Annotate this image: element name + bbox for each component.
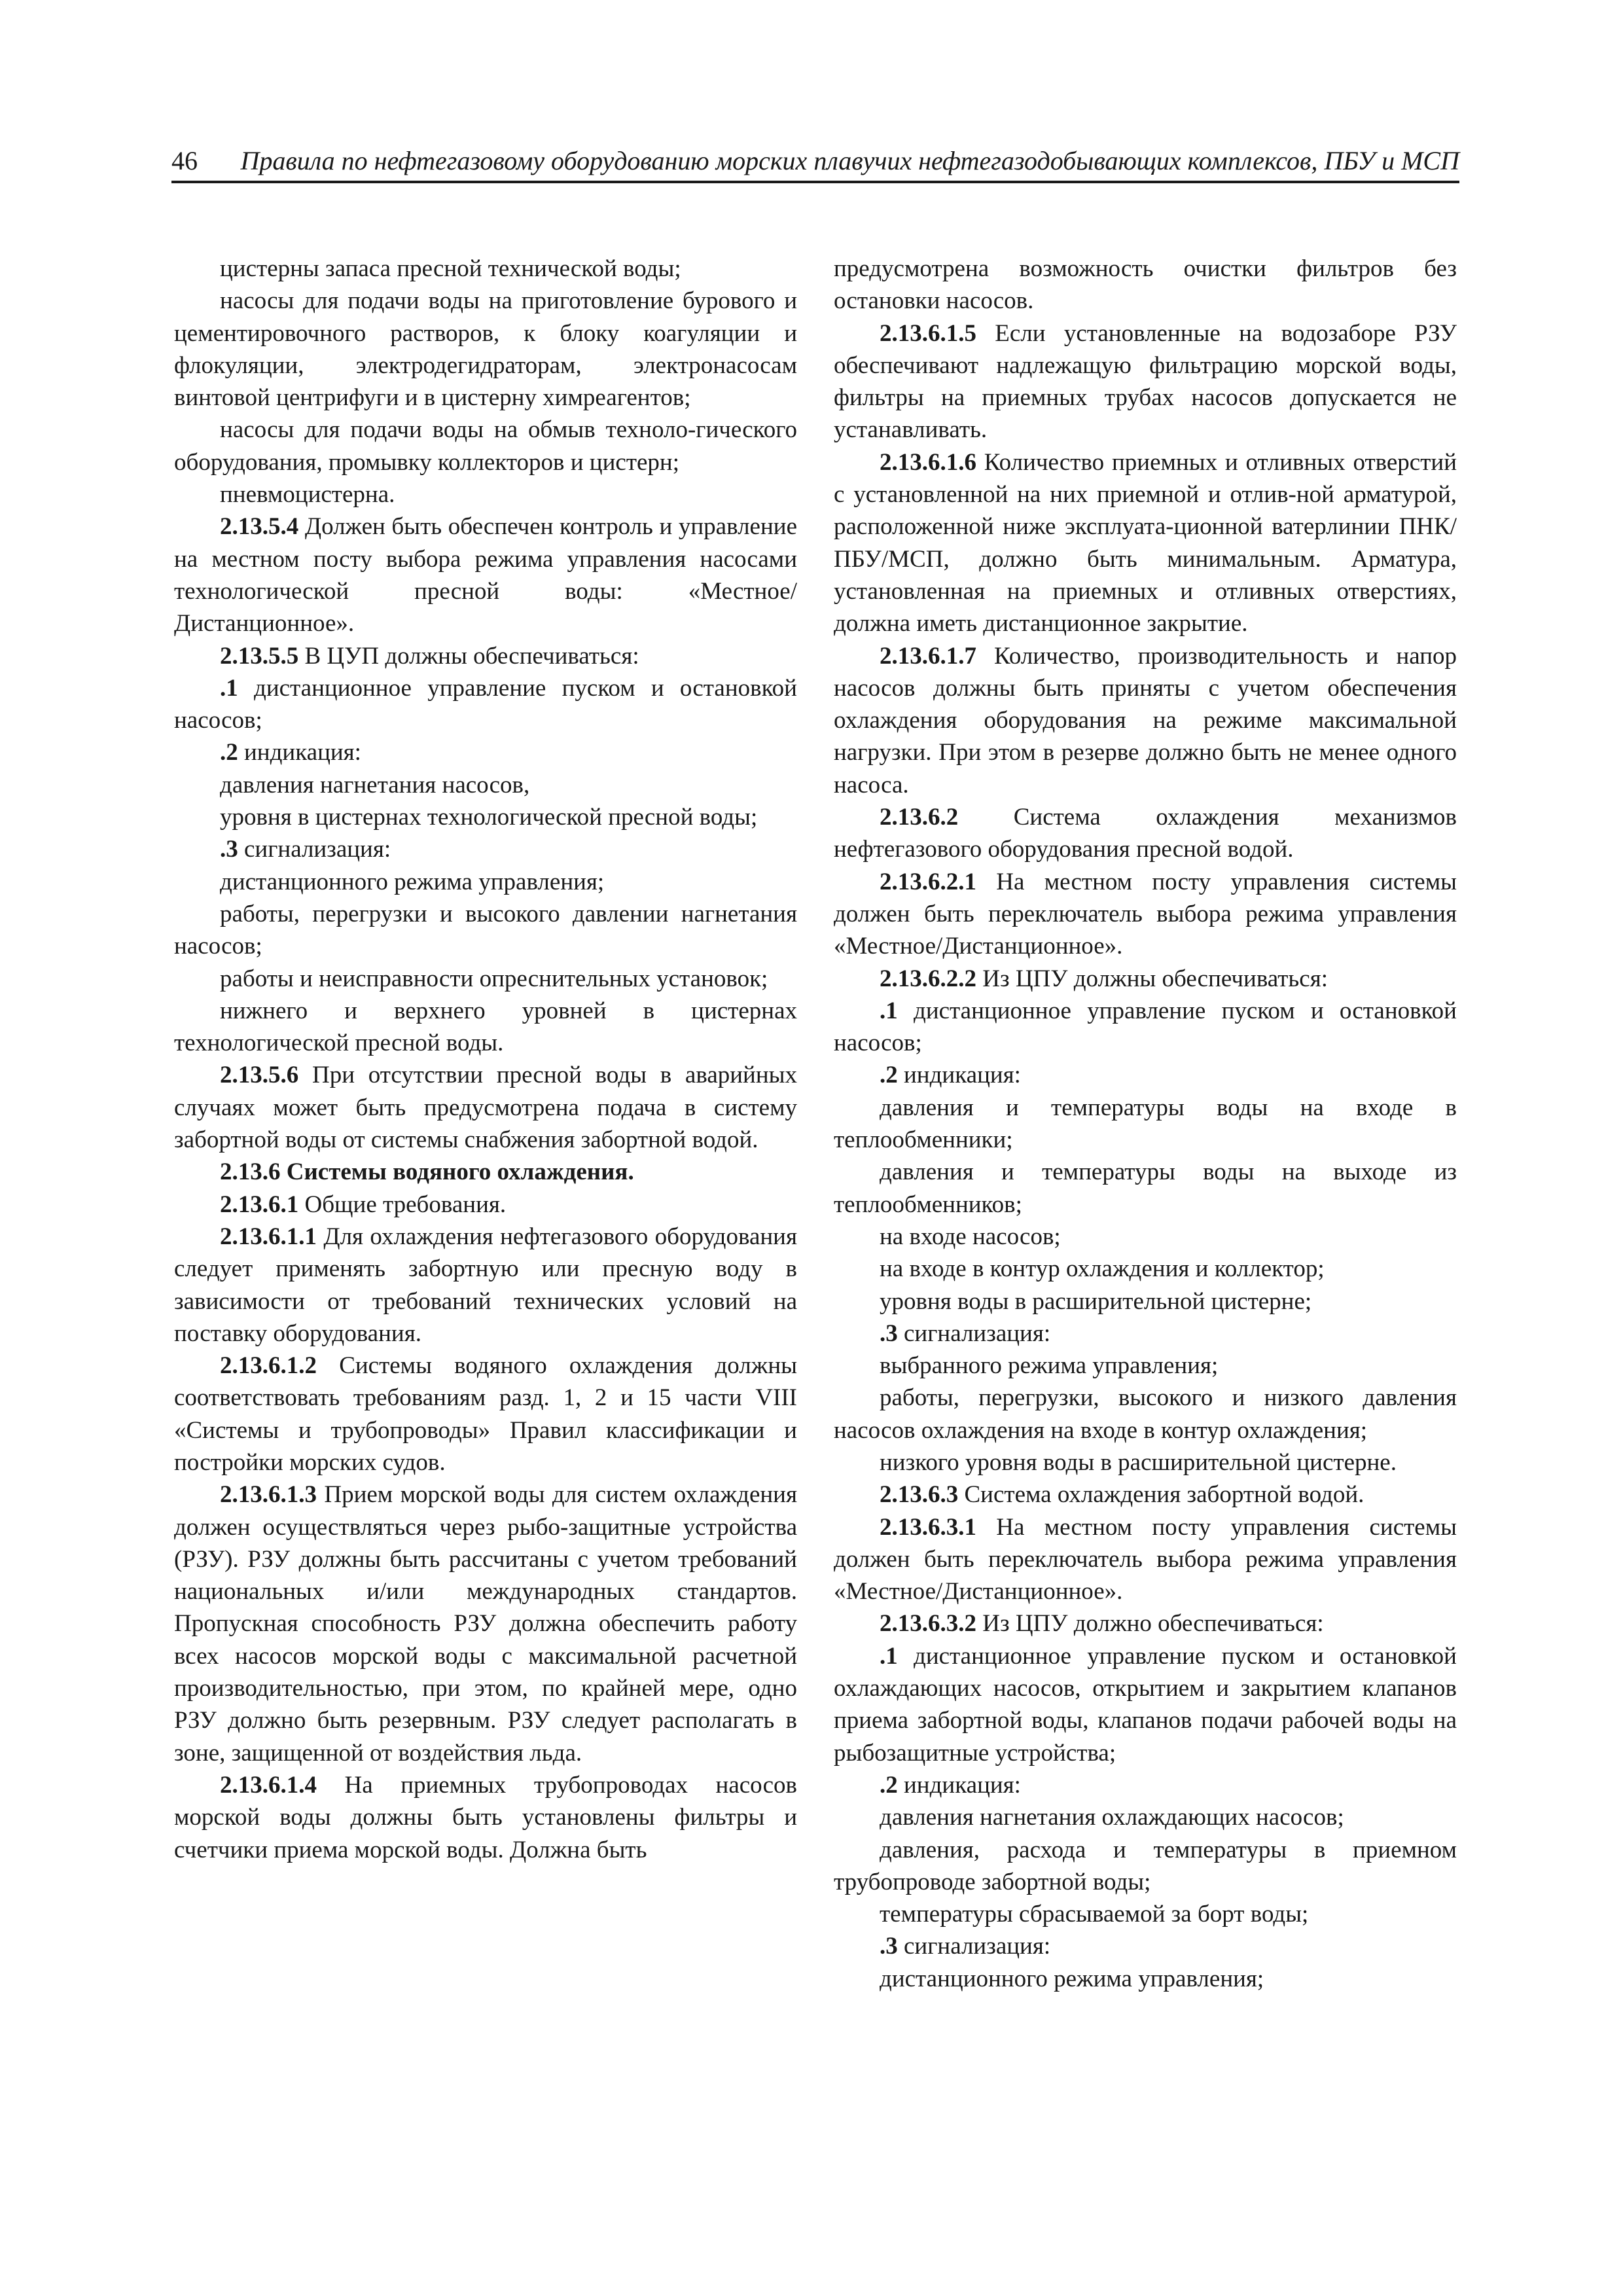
clause-number: .2 [220,739,238,766]
paragraph-text: дистанционного режима управления; [220,868,605,895]
clause-number: .3 [220,836,238,863]
paragraph-text: дистанционное управление пуском и остановкой насосов; [834,997,1457,1057]
paragraph [834,1769,1457,1801]
paragraph-text: работы, перегрузки и высокого давлении нагнетания насосов; [174,900,797,960]
paragraph [834,1898,1457,1930]
paragraph [834,963,1457,995]
paragraph-text: Количество приемных и отливных отверстий с установленной на них приемной и отлив-ной арматурой, расположенной ниже эксплуата-ционной ватерлинии ПНК/ПБУ/МСП, должно быть минимальным. Арматура, установленная на приемных и отливных отверстиях, должна иметь дистанционное закрытие. [834,448,1457,637]
paragraph [174,1189,797,1221]
paragraph-text: Количество, производительность и напор насосов должны быть приняты с учетом обеспечения охлаждения оборудования на режиме максимальной нагрузки. При этом в резерве должно быть не менее одного насоса. [834,642,1457,798]
paragraph-text: пневмоцистерна. [220,481,395,509]
paragraph [174,736,797,768]
paragraph [174,1350,797,1479]
paragraph [834,1156,1457,1221]
clause-number: 2.13.6.1.5 [880,319,976,347]
running-title: Правила по нефтегазовому оборудованию морских плавучих нефтегазодобывающих комплексов, ПБУ и МСП [240,146,1459,175]
paragraph [834,1446,1457,1479]
paragraph-text: индикация: [897,1771,1021,1799]
paragraph [174,478,797,511]
paragraph-text: индикация: [897,1062,1021,1089]
paragraph [834,1640,1457,1769]
paragraph-text: давления нагнетания насосов, [220,771,530,798]
paragraph [174,1221,797,1350]
paragraph [834,253,1457,317]
paragraph [834,1253,1457,1285]
paragraph-text: Из ЦПУ должны обеспечиваться: [976,965,1329,992]
paragraph-text: В ЦУП должны обеспечиваться: [298,642,639,670]
clause-number: .2 [880,1062,898,1089]
paragraph-text: На местном посту управления системы должен быть переключатель выбора режима управления «Местное/Дистанционное». [834,1513,1457,1605]
paragraph [834,1285,1457,1318]
paragraph [834,1607,1457,1640]
paragraph [174,898,797,963]
paragraph-text: дистанционное управление пуском и остановкой насосов; [174,674,797,734]
paragraph-text: сигнализация: [238,836,391,863]
paragraph-text: давления нагнетания охлаждающих насосов; [880,1804,1344,1831]
paragraph [834,1350,1457,1382]
clause-number: .1 [880,1642,898,1670]
paragraph [174,672,797,737]
paragraph-text: индикация: [238,739,361,766]
paragraph-text: предусмотрена возможность очистки фильтров без остановки насосов. [834,255,1457,315]
right-column [834,253,1457,1995]
paragraph-text: При отсутствии пресной воды в аварийных случаях может быть предусмотрена подача в систему забортной воды от системы снабжения забортной водой. [174,1062,797,1154]
paragraph-text: давления и температуры воды на выходе из теплообменников; [834,1158,1457,1218]
paragraph-text: нижнего и верхнего уровней в цистернах технологической пресной воды. [174,997,797,1057]
paragraph-text: На приемных трубопроводах насосов морской воды должны быть установлены фильтры и счетчики приема морской воды. Должна быть [174,1771,797,1863]
paragraph [174,963,797,995]
clause-number: 2.13.6.1.6 [880,448,976,476]
paragraph-text: дистанционное управление пуском и остановкой охлаждающих насосов, открытием и закрытием клапанов приема забортной воды, клапанов подачи рабочей воды на рыбозащитные устройства; [834,1642,1457,1767]
paragraph [834,866,1457,963]
clause-number: .1 [880,997,898,1024]
paragraph [834,1479,1457,1511]
paragraph [834,1801,1457,1833]
paragraph-text: Из ЦПУ должно обеспечиваться: [976,1610,1324,1638]
paragraph-text: работы, перегрузки, высокого и низкого давления насосов охлаждения на входе в контур охлаждения; [834,1384,1457,1444]
paragraph-text: дистанционного режима управления; [880,1965,1264,1992]
clause-number: .3 [880,1319,898,1347]
paragraph [834,1930,1457,1962]
clause-number: 2.13.6.1.2 [220,1352,317,1380]
paragraph [174,511,797,639]
paragraph-text: температуры сбрасываемой за борт воды; [880,1901,1309,1928]
clause-number: 2.13.6.2 [880,804,959,831]
clause-number: 2.13.6.1.7 [880,642,976,670]
paragraph-text: Общие требования. [298,1191,507,1218]
paragraph [174,769,797,801]
paragraph-text: Должен быть обеспечен контроль и управление на местном посту выбора режима управления насосами технологической пресной воды: «Местное/Дистанционное». [174,513,797,637]
clause-number: 2.13.6.1.4 [220,1771,317,1799]
paragraph [174,285,797,414]
paragraph-text: Система охлаждения забортной водой. [958,1481,1364,1509]
paragraph-text: Если установленные на водозаборе РЗУ обеспечивают надлежащую фильтрацию морской воды, фильтры на приемных трубах насосов допускается не устанавливать. [834,319,1457,444]
clause-number: .3 [880,1933,898,1960]
clause-number: 2.13.6.1.3 [220,1481,317,1509]
clause-number: 2.13.6.1 [220,1191,299,1218]
paragraph [834,1059,1457,1091]
paragraph-text: Прием морской воды для систем охлаждения должен осуществляться через рыбо-защитные устройства (РЗУ). РЗУ должны быть рассчитаны с учетом требований национальных и/или международных стандартов. Пропускная способность РЗУ должна обеспечить работу всех насосов морской воды с максимальной расчетной производительностью, при этом, по крайней мере, одно РЗУ должно быть резервным. РЗУ следует располагать в зоне, защищенной от воздействия льда. [174,1481,797,1767]
paragraph-text: работы и неисправности опреснительных установок; [220,965,768,992]
paragraph [834,640,1457,801]
paragraph-text: низкого уровня воды в расширительной цистерне. [880,1448,1397,1476]
paragraph [174,1059,797,1156]
paragraph-text: сигнализация: [897,1319,1051,1347]
clause-number: 2.13.5.5 [220,642,299,670]
paragraph [174,414,797,478]
paragraph [834,1963,1457,1995]
paragraph [834,1511,1457,1608]
paragraph-text: Системы водяного охлаждения должны соответствовать требованиям разд. 1, 2 и 15 части VIII «Системы и трубопроводы» Правил классификации и постройки морских судов. [174,1352,797,1476]
clause-number: 2.13.6.3 [880,1481,959,1509]
paragraph [834,995,1457,1060]
paragraph-text: насосы для подачи воды на обмыв техноло-гического оборудования, промывку коллекторов и цистерн; [174,416,797,476]
clause-number: 2.13.6.2.2 [880,965,976,992]
clause-number: 2.13.6.2.1 [880,868,976,895]
paragraph-text: давления, расхода и температуры в приемном трубопроводе забортной воды; [834,1836,1457,1895]
paragraph [174,801,797,833]
paragraph [834,317,1457,446]
page-number: 46 [171,146,198,175]
clause-number: 2.13.5.4 [220,513,299,541]
clause-number: .2 [880,1771,898,1799]
left-column [174,253,797,1866]
clause-number: 2.13.5.6 [220,1062,299,1089]
paragraph [174,866,797,898]
paragraph-text: цистерны запаса пресной технической воды; [220,255,681,282]
paragraph-text: Система охлаждения механизмов нефтегазового оборудования пресной водой. [834,804,1457,863]
paragraph-text: насосы для подачи воды на приготовление бурового и цементировочного растворов, к блоку коагуляции и флокуляции, электродегидраторам, электронасосам винтовой центрифуги и в цистерну химреагентов; [174,287,797,412]
paragraph [834,801,1457,866]
clause-number: .1 [220,674,238,702]
paragraph-text: давления и температуры воды на входе в теплообменники; [834,1094,1457,1154]
paragraph-text: На местном посту управления системы должен быть переключатель выбора режима управления «Местное/Дистанционное». [834,868,1457,960]
paragraph [834,1318,1457,1350]
paragraph [834,446,1457,640]
paragraph-text: уровня воды в расширительной цистерне; [880,1287,1312,1315]
paragraph [834,1221,1457,1253]
paragraph [174,995,797,1060]
paragraph [174,833,797,865]
page-header [171,140,1459,183]
clause-number: 2.13.6.1.1 [220,1223,317,1250]
paragraph-text: уровня в цистернах технологической пресной воды; [220,804,758,831]
paragraph-text: сигнализация: [897,1933,1051,1960]
paragraph-text: Для охлаждения нефтегазового оборудования следует применять забортную или пресную воду в зависимости от требований технических условий на поставку оборудования. [174,1223,797,1347]
clause-number: 2.13.6.3.2 [880,1610,976,1638]
paragraph-text: на входе в контур охлаждения и коллектор; [880,1255,1325,1283]
paragraph [834,1834,1457,1899]
section-heading: 2.13.6 Системы водяного охлаждения. [220,1158,634,1186]
paragraph [174,1156,797,1188]
paragraph [834,1092,1457,1157]
paragraph [834,1382,1457,1446]
clause-number: 2.13.6.3.1 [880,1513,976,1541]
paragraph [174,1769,797,1866]
paragraph [174,253,797,285]
paragraph [174,640,797,672]
paragraph-text: выбранного режима управления; [880,1352,1219,1380]
paragraph [174,1479,797,1769]
paragraph-text: на входе насосов; [880,1223,1061,1250]
